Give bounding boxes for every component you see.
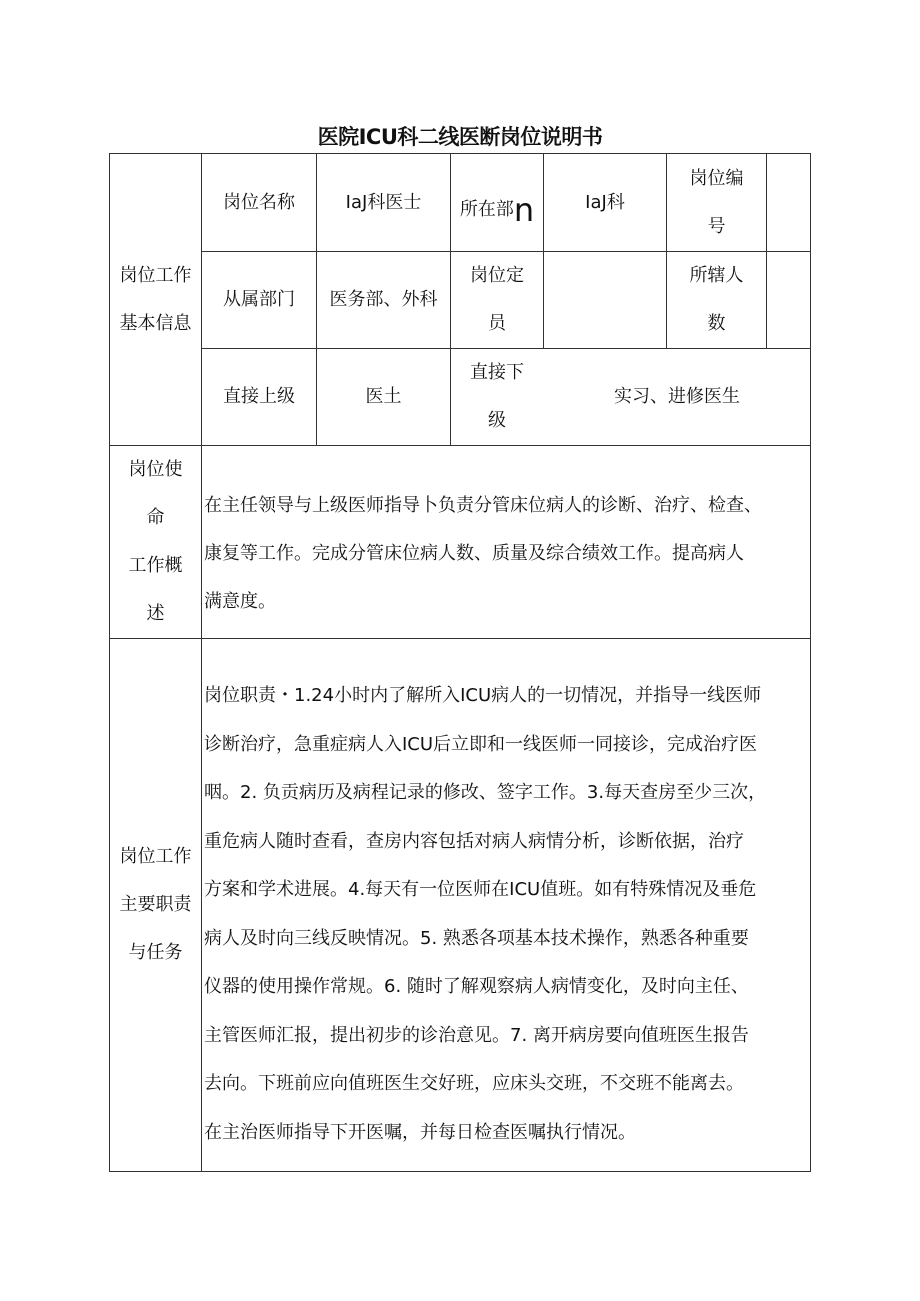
text-line: 诊断治疗，急重症病人入ICU后立即和一线医师一同接诊，完成治疗医: [204, 733, 758, 755]
parent-department-label: 从属部门: [223, 289, 295, 310]
text-line: 去向。下班前应向值班医生交好班，应床头交班，不交班不能离去。: [204, 1073, 744, 1094]
label-line: 工作概: [128, 555, 183, 576]
text-line: 主管医师汇报，提出初步的诊治意见。7. 离开病房要向值班医生报告: [204, 1024, 749, 1046]
label-line: 级: [488, 410, 506, 431]
text-line: 在主治医师指导下开医嘱，并每日检查医嘱执行情况。: [204, 1121, 636, 1143]
label-line: 数: [707, 313, 726, 334]
label-line: 号: [707, 215, 726, 237]
label-line: 直接下: [470, 362, 524, 383]
text-line: 病人及时向三线反映情况。5. 熟悉各项基本技术操作，熟悉各种重要: [204, 927, 749, 949]
label-line: 与任务: [128, 942, 183, 963]
label-line: 岗位使: [128, 459, 183, 480]
department-value: IaJ科: [585, 191, 625, 213]
text-line: 咽。2. 负贡病历及病程记录的修改、签字工作。3.每天查房至少三次，: [204, 782, 767, 803]
label-line: 命: [146, 507, 165, 528]
duties-label: [110, 639, 201, 1171]
staff-quota-label: [451, 252, 543, 348]
label-line: 岗位定: [470, 265, 524, 286]
subordinate-count-label: [667, 252, 766, 348]
department-label-main: 所在部: [459, 198, 514, 220]
text-line: 康复等工作。完成分管床位病人数、质量及综合绩效工作。提高病人: [204, 543, 744, 564]
direct-superior-label: 直接上级: [223, 386, 295, 407]
staff-quota-value: [544, 252, 666, 348]
parent-department-value: 医务部、外科: [329, 289, 438, 310]
document-title: 医院ICU科二线医断岗位说明书: [317, 125, 603, 149]
text-line: 仪器的使用操作常规。6. 随时了解观察病人病情变化，及时向主任、: [204, 976, 749, 997]
section-divider: [110, 638, 810, 639]
text-line: 岗位职责・1.24小时内了解所入ICU病人的一切情况，并指导一线医师: [204, 685, 762, 706]
subordinate-count-value: [767, 252, 810, 348]
mission-label: [110, 446, 201, 638]
department-label-tail: n: [513, 190, 535, 229]
mission-text: [204, 482, 762, 626]
section-divider: [110, 445, 810, 446]
label-line: 岗位工作: [119, 264, 192, 286]
label-line: 岗位工作: [119, 846, 192, 867]
label-line: 岗位编: [689, 167, 744, 189]
direct-subordinate-label: [451, 349, 543, 445]
label-line: 所辖人: [689, 265, 744, 286]
text-line: 重危病人随时查看，查房内容包括对病人病情分析，诊断依据，治疗: [204, 830, 744, 852]
text-line: 在主任领导与上级医师指导卜负责分管床位病人的诊断、治疗、检查、: [204, 495, 762, 516]
department-label: [451, 154, 543, 251]
label-line: 述: [146, 603, 165, 624]
position-code-value: [767, 154, 810, 251]
job-description-table: [109, 153, 811, 1172]
label-line: 主要职责: [119, 894, 192, 915]
position-name-value: IaJ科医士: [345, 191, 422, 213]
direct-superior-value: 医土: [365, 386, 402, 407]
duties-text: [204, 672, 766, 1157]
position-name-label: 岗位名称: [223, 191, 295, 213]
label-line: 基本信息: [119, 312, 192, 334]
text-line: 满意度。: [204, 591, 276, 612]
direct-subordinate-value: 实习、进修医生: [614, 386, 740, 407]
position-code-label: [667, 154, 766, 251]
label-line: 员: [488, 313, 506, 334]
text-line: 方案和学术进展。4.每天有一位医师在ICU值班。如有特殊情况及垂危: [204, 879, 757, 900]
basic-info-label: [110, 154, 201, 445]
